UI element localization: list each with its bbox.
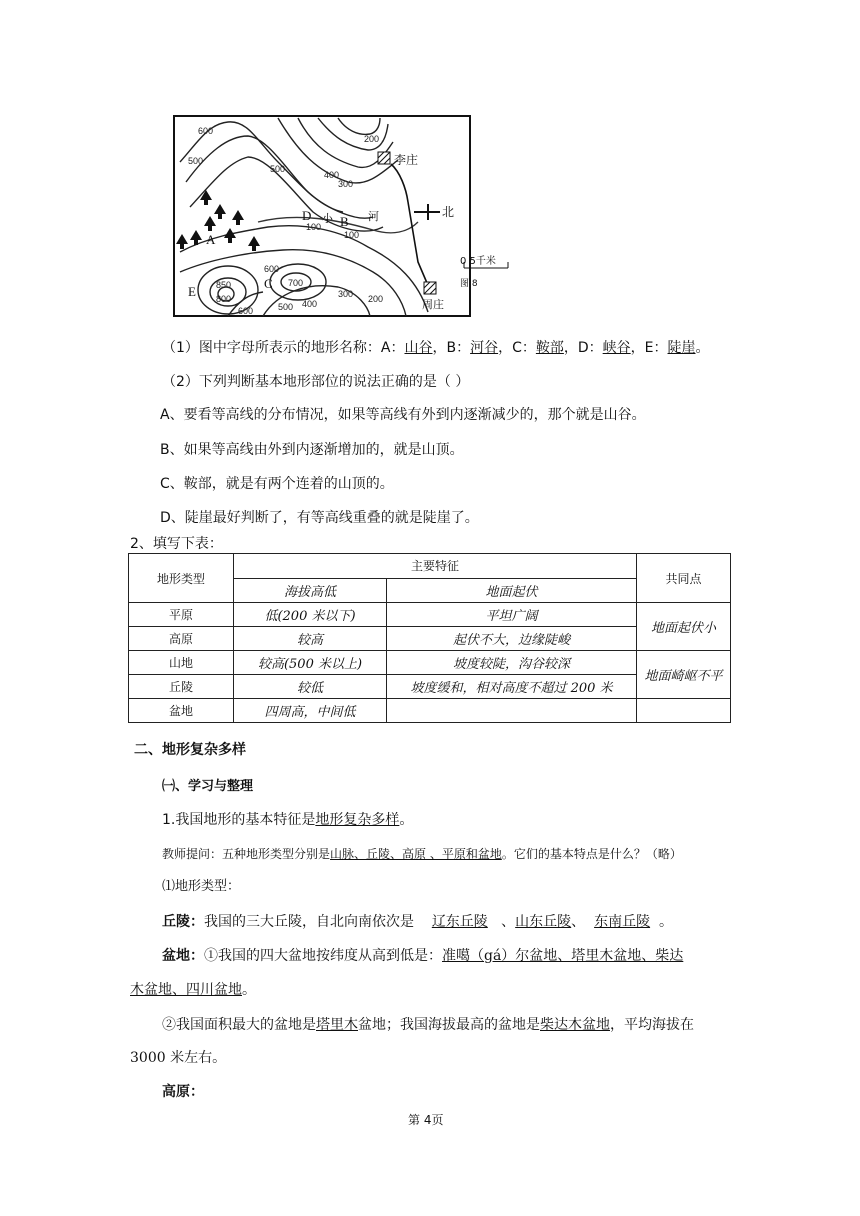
figure-label: 图 8 (460, 279, 478, 289)
village-south-marker (424, 282, 436, 294)
svg-text:200: 200 (368, 294, 384, 304)
answer-d: 峡谷 (602, 340, 631, 356)
table-row: 丘陵 较低 坡度缓和，相对高度不超过 200 米 (129, 675, 731, 699)
svg-text:河: 河 (368, 210, 379, 223)
table-row: 盆地 四周高，中间低 (129, 699, 731, 723)
svg-text:700: 700 (288, 278, 304, 288)
svg-text:600: 600 (264, 264, 280, 274)
svg-text:400: 400 (324, 170, 340, 180)
svg-text:100: 100 (344, 230, 360, 240)
option-d: D、陡崖最好判断了，有等高线重叠的就是陡崖了。 (160, 510, 479, 526)
svg-text:500: 500 (270, 164, 286, 174)
page-number: 第 4页 (408, 1113, 444, 1127)
svg-text:小: 小 (322, 212, 333, 225)
section-heading: 二、地形复杂多样 (134, 742, 246, 758)
header-common: 共同点 (637, 554, 731, 603)
svg-text:500: 500 (188, 156, 204, 166)
subsection-heading: ㈠、学习与整理 (162, 779, 254, 794)
tree-icon (176, 190, 260, 251)
letter-b: B (340, 214, 349, 229)
question-1: （1）图中字母所表示的地形名称：A：山谷，B：河谷，C：鞍部，D：峡谷，E：陡崖。 (162, 340, 710, 356)
svg-text:600: 600 (238, 306, 254, 316)
teacher-question: 教师提问：五种地形类型分别是山脉、丘陵、高原 、平原和盆地。它们的基本特点是什么？（略） (162, 847, 682, 861)
option-b: B、如果等高线由外到内逐渐增加的，就是山顶。 (160, 442, 464, 458)
common-1: 地面起伏小 (637, 603, 731, 651)
letter-d: D (302, 208, 312, 223)
scale-label: 0 5千米 (460, 256, 496, 267)
option-a: A、要看等高线的分布情况，如果等高线有外到内逐渐减少的，那个就是山谷。 (160, 407, 646, 423)
svg-text:100: 100 (306, 222, 322, 232)
table-row: 高原 较高 起伏不大，边缘陡峻 (129, 627, 731, 651)
svg-text:500: 500 (278, 302, 294, 312)
answer-c: 鞍部 (535, 340, 564, 356)
letter-a: A (206, 232, 216, 247)
svg-text:400: 400 (302, 299, 318, 309)
basin-largest-line2: 3000 米左右。 (130, 1050, 227, 1066)
svg-text:800: 800 (216, 294, 232, 304)
topographic-map (168, 112, 528, 320)
landform-table (128, 553, 731, 723)
option-c: C、鞍部，就是有两个连着的山顶的。 (160, 476, 394, 492)
svg-text:200: 200 (364, 134, 380, 144)
basin-paragraph: 盆地：①我国的四大盆地按纬度从高到低是：准噶（gá）尔盆地、塔里木盆地、柴达 (162, 948, 684, 964)
fill-table-title: 2、填写下表： (130, 536, 223, 552)
basin-paragraph-line2: 木盆地、四川盆地。 (130, 982, 256, 998)
village-north-label: 李庄 (394, 153, 419, 167)
svg-text:300: 300 (338, 289, 354, 299)
letter-e: E (188, 284, 196, 299)
question-2: （2）下列判断基本地形部位的说法正确的是（ ） (162, 374, 470, 390)
plateau-heading: 高原： (162, 1084, 204, 1100)
answer-a: 山谷 (404, 340, 433, 356)
village-north-marker (378, 152, 390, 164)
header-relief: 地面起伏 (387, 578, 637, 603)
village-south-label: 周庄 (422, 298, 444, 311)
answer-e: 陡崖 (667, 340, 696, 356)
table-row: 平原 低(200 米以下) 平坦广阔 地面起伏小 (129, 603, 731, 627)
header-main: 主要特征 (234, 554, 637, 579)
answer-b: 河谷 (470, 340, 499, 356)
svg-text:300: 300 (338, 179, 354, 189)
paragraph-basic-feature: 1.我国地形的基本特征是地形复杂多样。 (162, 812, 414, 828)
hills-paragraph: 丘陵：我国的三大丘陵，自北向南依次是 辽东丘陵 、山东丘陵、 东南丘陵 。 (162, 914, 673, 930)
basin-largest-paragraph: ②我国面积最大的盆地是塔里木盆地；我国海拔最高的盆地是柴达木盆地，平均海拔在 (162, 1017, 694, 1033)
landform-types-heading: ⑴地形类型： (162, 879, 241, 894)
svg-text:600: 600 (198, 126, 214, 136)
svg-text:北: 北 (442, 205, 455, 219)
north-arrow-icon (414, 204, 440, 220)
header-type: 地形类型 (129, 554, 234, 603)
letter-c: C (264, 276, 273, 291)
header-altitude: 海拔高低 (234, 578, 387, 603)
table-row: 山地 较高(500 米以上) 坡度较陡，沟谷较深 地面崎岖不平 (129, 651, 731, 675)
svg-text:850: 850 (216, 280, 232, 290)
common-2: 地面崎岖不平 (637, 651, 731, 699)
